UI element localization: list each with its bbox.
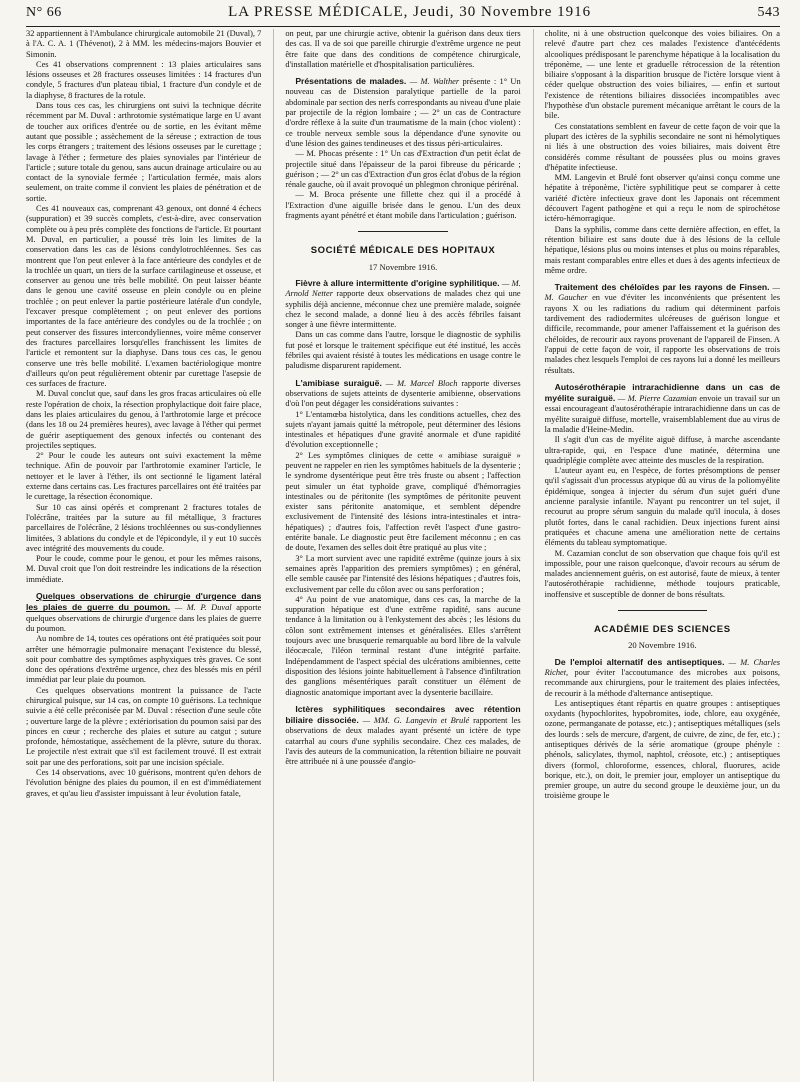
article-title: De l'emploi alternatif des antiseptiques. xyxy=(554,656,725,667)
article-intro: présente : 1° Un nouveau cas de Distension paralytique partielle de la paroi abdominale par section des nerfs correspondants au niveau d'une plaie par projectile de la région lombaire ; — 2° un cas de Contracture d'ordre réflexe à la suite d'un traumatisme de la main (choc violent) : ce trouble nerveux semble sous la dépendance d'une synovite ou d'une lésion des gaines tendineuses et des tissus péri-articulaires. xyxy=(285,77,521,148)
article-author: — M. Charles Richet, xyxy=(544,657,780,677)
article-author: — M. P. Duval xyxy=(174,603,232,613)
paragraph: Il s'agit d'un cas de myélite aiguë diffuse, à marche ascendante ultra-rapide, qui, en l'espace d'une matinée, détermina une quadriplégie complète avec atteinte des muscles de la respiration. xyxy=(544,435,780,465)
column-2 xyxy=(273,29,520,1081)
article-author: — M. Gaucher xyxy=(544,283,780,303)
paragraph: Ces 41 nouveaux cas, comprenant 43 genoux, ont donné 4 échecs (suppuration) et 39 succès complets, c'est-à-dire, avec conservation complète ou à peu près complète des fonctions de l'article. Et pourtant M. Duval, en particulier, a poussé très loin les limites de la conservation dans les cas de lésions condylotrochléennes. Ses cas montrent que l'on peut enlever à la face antérieure des condyles et de la trochlée un quart, un tiers de la surface cartilagineuse et osseuse, et conserver au genou une très belle mobilité. On peut laisser béante dans le genou une cavité osseuse en plein condyle ou en pleine trochlée ; on peut enlever la partie postérieure latérale d'un condyle, l'excaver presque complètement ; on peut enlever des portions importantes de la face antérieure des condyles ou de la trochlée ; on peut conserver des fissures intercondyliennes, voire même conserver des fractures parcellaires lorsqu'elles franchissent les limites de l'article et remontent sur la diaphyse. Dans tous ces cas, le genou conserve une très belle mobilité. L'examen bactériologique montre d'ailleurs qu'on peut régulièrement obtenir par curettage l'asepsie de ces surfaces de fracture. xyxy=(26,204,262,389)
article-intro: pour éviter l'accoutumance des microbes aux poisons, recommande aux chirurgiens, pour le traitement des plaies infectées, de recourir à la méthode d'alternance antiseptique. xyxy=(544,667,780,698)
article-lead xyxy=(545,282,780,376)
article-author: — MM. G. Langevin et Brulé xyxy=(362,716,470,726)
paragraph: on peut, par une chirurgie active, obtenir la guérison dans deux tiers des cas. Il va de soi que pareille chirurgie d'extrême urgence ne peut être faite que dans des conditions de compétence chirurgicale, d'installation matérielle et d'hospitalisation particulières. xyxy=(285,29,521,69)
article-intro: rapportent les observations de deux malades ayant présenté un ictère de type catarrhal au cours d'une syphilis secondaire. Chez ces malades, de l'avis des auteurs de la communication, la rétention biliaire ne pouvait être attribuée ni à une poussée d'angio- xyxy=(285,716,521,767)
text-columns xyxy=(26,29,780,1081)
article-title: Ictères syphilitiques secondaires avec rétention biliaire dissociée. xyxy=(285,703,521,726)
article-author: — M. Walther xyxy=(409,77,460,87)
section-date: 17 Novembre 1916. xyxy=(368,261,438,272)
column-3 xyxy=(533,29,780,1081)
paragraph: M. Cazamian conclut de son observation que chaque fois qu'il est impossible, pour une raison quelconque, d'avoir recours au sérum de malades anciennement guéris, on est autorisé, faute de mieux, à tenter l'autosérothérapie rachidienne, méthode toujours praticable, inoffensive et susceptible de donner de bons résultats. xyxy=(544,548,780,599)
article-author: — M. Arnold Netter xyxy=(285,278,521,299)
paragraph: 1° L'entamœba histolytica, dans les conditions actuelles, chez des sujets n'ayant jamais quitté la métropole, peut déterminer des lésions intestinales et hépatiques d'une gravité anormale et d'une rapidité d'évolution exceptionnelle ; xyxy=(285,409,521,450)
paragraph: Les antiseptiques étant répartis en quatre groupes : antiseptiques oxydants (hypochlorites, hypobromites, iode, chlore, eau oxygénée, ozone, permanganate de potasse, etc.) ; antiseptiques métalliques (sels des lourds : sels de mercure, d'argent, de cuivre, de zinc, de fer, etc.) ; antiseptiques dérivés de la série aromatique (groupe phényle : phénols, salicylates, thymol, naphtol, créosote, etc.) ; antiseptiques divers (formol, chloroforme, essences, chloral, fluorures, acide borique, etc.), on doit, le premier jour, employer un antiseptique du premier groupe, un autre du second groupe le deuxième jour, un du troisième groupe le xyxy=(544,698,780,801)
paragraph: 2° Les symptômes cliniques de cette « amibiase suraiguë » peuvent ne rappeler en rien les symptômes habituels de la dysenterie ; le syndrome dysentérique peut être très fruste ou absent ; l'affection peut simuler un état typhoïde grave, compliqué d'hémorragies intestinales ou de péritonite (les symptômes de péritonite peuvent exister sans péritonite anatomique, et semblent dépendre exclusivement de l'intensité des lésions intra-intestinales et intra-hépatiques) ; d'autres fois, l'affection revêt l'aspect d'une gastro-entérite banale. Le diagnostic peut être facilement méconnu ; en cas de doute, l'examen des selles doit être pratiqué au plus vite ; xyxy=(285,450,521,553)
article-lead xyxy=(285,704,520,768)
page-header xyxy=(26,0,780,27)
article-lead xyxy=(545,382,780,435)
article-title: L'amibiase suraiguë. xyxy=(295,377,382,388)
article-title: Autosérothérapie intrarachidienne dans un cas de myélite suraiguë. xyxy=(544,381,780,404)
article-title: Quelques observations de chirurgie d'urgence dans les plaies de guerre du poumon. xyxy=(26,591,262,613)
paragraph: — M. Phocas présente : 1° Un cas d'Extraction d'un petit éclat de projectile situé dans l'épaisseur de la paroi fibreuse du péricarde ; guérison ; — 2° un cas d'Extraction d'un gros éclat d'obus de la région rénale gauche, où il avait provoqué un phlegmon chronique périrénal. xyxy=(285,149,521,190)
page-number: N° 66 xyxy=(26,5,62,20)
article-intro: rapporte deux observations de malades chez qui une syphilis déjà ancienne, méconnue chez une première malade, soignée chez le second malade, a donné lieu à des accès fébriles faisant songer à une fièvre intermittente. xyxy=(285,289,521,330)
paragraph: Sur 10 cas ainsi opérés et comprenant 2 fractures totales de l'olécrâne, traitées par la suture au fil métallique, 3 fractures parcellaires de l'olécrâne, 2 lésions trochléennes ou sus-condyliennes limitées, 3 ablations du condyle et de l'épicondyle, il y eut 10 succès avec intégrité des mouvements du coude. xyxy=(26,502,262,553)
paragraph: Dans tous ces cas, les chirurgiens ont suivi la technique décrite récemment par M. Duval : arthrotomie systématique large en U avant de toucher aux orifices d'entrée ou de sortie, en les évitant même autant que possible ; assèchement de la séreuse ; extraction de tous les corps étrangers ; traitement des lésions osseuses par le curettage ; lavage à l'éther ; fermeture des plaies synoviales par l'intérieur de l'article ; suture totale du genou, sans aucun drainage articulaire ou au contact de la synoviale fermée ; l'articulation fermée, mais alors seulement, on traite comme il convient les plaies de pénétration et de sortie. xyxy=(26,101,262,203)
article-intro: apporte quelques observations de chirurgie d'urgence dans les plaies de guerre du poumon. xyxy=(26,603,262,633)
article-intro: rapporte diverses observations de sujets atteints de dysenterie amibienne, observations d'où l'on peut dégager les considérations suivantes : xyxy=(285,378,521,409)
article-title: Fièvre à allure intermittente d'origine syphilitique. xyxy=(295,277,500,288)
paragraph: Ces constatations semblent en faveur de cette façon de voir que la plupart des ictères de la syphilis secondaire ne sont ni hémolytiques ni liés à une obstruction des voies biliaires, mais doivent être considérés comme résultant de poussées plus ou moins graves d'hépatite infectieuse. xyxy=(544,121,780,172)
article-lead xyxy=(285,278,520,330)
article-title: Présentations de malades. xyxy=(295,76,407,87)
article-author: — M. Marcel Bloch xyxy=(385,378,458,388)
article-lead xyxy=(545,657,780,699)
paragraph: Dans un cas comme dans l'autre, lorsque le diagnostic de syphilis fut posé et lorsque le traitement spécifique eut été institué, les accès fébriles qui avaient résisté à toutes les médications en usage contre le paludisme disparurent rapidement. xyxy=(285,330,521,371)
section-heading: ACADÉMIE DES SCIENCES xyxy=(593,624,731,636)
paragraph: Dans la syphilis, comme dans cette dernière affection, en effet, la rétention biliaire est sans doute due à des lésions de la cellule hépatique, lésions plus ou moins intenses et plus ou moins réparables, mais restant comparables entre elles et dues à des agents infectieux de même ordre. xyxy=(544,224,780,275)
paragraph: Au nombre de 14, toutes ces opérations ont été pratiquées soit pour arrêter une hémorragie pulmonaire menaçant l'existence du blessé, soit pour combattre des symptômes asphyxiques très graves. Ce sont donc des opérations d'extrême urgence, chez des blessés mis en péril immédiat par leur plaie du poumon. xyxy=(26,634,262,685)
paragraph: 3° La mort survient avec une rapidité extrême (quinze jours à six semaines après l'apparition des premiers symptômes) ; en général, elle semble causée par l'intensité des lésions hépatiques ; d'autres fois, exclusivement par celle du côlon avec ou sans perforation ; xyxy=(285,553,521,594)
paragraph: Ces 14 observations, avec 10 guérisons, montrent qu'en dehors de l'évolution bénigne des plaies du poumon, il en est d'immédiatement graves, et qu'au lieu d'assister impuissant à leur évolution fatale, xyxy=(26,768,262,798)
article-intro: envoie un travail sur un essai encourageant d'autosérothérapie intrarachidienne dans un cas de myélite suraiguë diffuse, mortelle, vraisemblablement due au virus de la maladie d'Heine-Medin. xyxy=(544,394,780,434)
article-lead xyxy=(285,378,520,410)
paragraph: 4° Au point de vue anatomique, dans ces cas, la marche de la suppuration hépatique est d'une extrême rapidité, sans aucune tendance à la limitation ou à l'enkystement des abcès ; les lésions du côlon sont extrêmement intenses et généralisées. Elles s'arrêtent toujours avec une brusquerie remarquable au bord libre de la valvule iléocæcale, l'iléon terminal restant d'une intégrité parfaite. Indépendamment de l'aspect spécial des ulcérations amibiennes, cette disposition des lésions jointe habituellement à l'absence d'infiltration des ganglions mésentériques paraît constituer un élément de diagnostic anatomique important avec la dysenterie bacillaire. xyxy=(285,594,521,697)
section-heading: SOCIÉTÉ MÉDICALE DES HOPITAUX xyxy=(310,245,496,257)
paragraph: Ces 41 observations comprennent : 13 plaies articulaires sans lésions osseuses et 28 fractures osseuses limitées : 14 fractures d'un condyle, 5 fractures d'un plateau tibial, 1 fracture d'un condyle et de la diaphyse, 8 fractures de la rotule. xyxy=(26,59,262,100)
paragraph: 32 appartiennent à l'Ambulance chirurgicale automobile 21 (Duval), 7 à l'A. C. A. 1 (Thévenot), 2 à MM. les médecins-majors Bouvier et Simonin. xyxy=(26,29,262,59)
paragraph: — M. Broca présente une fillette chez qui il a procédé à l'Extraction d'une aiguille brisée dans le genou. L'un des deux fragments ayant pénétré et étant mobile dans l'articulation ; guérison. xyxy=(285,190,521,221)
article-title: Traitement des chéloïdes par les rayons de Finsen. xyxy=(554,282,770,293)
section-date: 20 Novembre 1916. xyxy=(628,640,697,651)
paragraph: 2° Pour le coude les auteurs ont suivi exactement la même technique. Afin de pouvoir par l'arthrotomie examiner l'article, le nettoyer et le laver à l'éther, ils ont sectionné le ligament latéral externe dans certains cas. Les fractures parcellaires ont été traitées par le curettage, la résection économique. xyxy=(26,451,262,502)
journal-title: LA PRESSE MÉDICALE, Jeudi, 30 Novembre 1916 xyxy=(228,4,592,20)
article-author: — M. Pierre Cazamian xyxy=(617,394,697,404)
article-lead xyxy=(26,591,261,634)
article-intro: en vue d'éviter les inconvénients que présentent les rayons X ou les radiations du radium qui déterminent parfois tardivement des radiodermites ulcéreuses de guérison longue et difficile, recommande, pour amener l'affaissement et la guérison des chéloïdes, de recourir aux rayons provenant de l'appareil de Finsen. A l'appui de cette façon de voir, il rapporte les observations de trois malades chez lesquels l'emploi de ces rayons lui a donné les meilleurs résultats. xyxy=(544,293,780,375)
paragraph: Ces quelques observations montrent la puissance de l'acte chirurgical puisque, sur 14 cas, on compte 10 guérisons. La technique suivie a été celle préconisée par M. Duval : résection d'une seule côte ; ouverture large de la plèvre ; extériorisation du poumon saisi par des pinces en cœur ; recherche des plaies et suture au catgut ; suture profonde, hémostatique, assèchement de la plèvre, suture du thorax. Le projectile n'est extrait que s'il est facilement trouvé. Il est extrait soit par une des perforations, soit par une incision spéciale. xyxy=(26,685,262,767)
paragraph: L'auteur ayant eu, en l'espèce, de fortes présomptions de penser qu'il s'agissait d'un processus atypique dû au virus de la poliomyélite épidémique, songea à injecter du sérum d'un sujet guéri d'une ancienne paralysie infantile. N'ayant pu rencontrer un tel sujet, il recourut au propre sérum sanguin du malade qu'il inocula, à doses plutôt fortes, dans le canal rachidien. Deux injections furent ainsi pratiquées et chacune amena une amélioration nette de certains éléments du tableau symptomatique. xyxy=(544,466,780,548)
paragraph: MM. Langevin et Brulé font observer qu'ainsi conçu comme une hépatite à tréponème, l'ictère syphilitique peut se comparer à cette variété d'ictère infectieux grave dont les Japonais ont récemment découvert l'agent pathogène et qui a reçu le nom de spirochétose ictéro-hémorragique. xyxy=(544,173,780,224)
section-divider xyxy=(618,610,707,611)
paragraph: Pour le coude, comme pour le genou, et pour les mêmes raisons, M. Duval croit que l'on doit restreindre les indications de la résection immédiate. xyxy=(26,554,262,584)
section-divider xyxy=(358,231,447,232)
paragraph: M. Duval conclut que, sauf dans les gros fracas articulaires où elle reste l'opération de choix, la résection prophylactique doit faire place, dans les plaies articulaires du genou, à l'arthrotomie large et précoce (dans les 18 ou 24 premières heures), avec lavage à l'éther qui permet de guérir aseptiquement des genoux infectés ou contenant des projectiles septiques. xyxy=(26,389,262,450)
column-1 xyxy=(26,29,261,1081)
page-folio: 543 xyxy=(757,5,780,20)
article-lead xyxy=(285,76,520,149)
paragraph: cholite, ni à une obstruction quelconque des voies biliaires. On a relevé d'autre part chez ces malades l'existence d'antécédents alcooliques prédisposant le parenchyme hépatique à la localisation du tréponème, — une lente et graduelle rétrocession de la rétention biliaire s'opposant à la disparition brusque de l'ictère lorsque vient à céder quelque obstruction des voies biliaires, — enfin et surtout l'existence de rétentions biliaires dissociées incompatibles avec l'hypothèse d'un obstacle purement mécanique arrêtant le cours de la bile. xyxy=(544,29,780,121)
